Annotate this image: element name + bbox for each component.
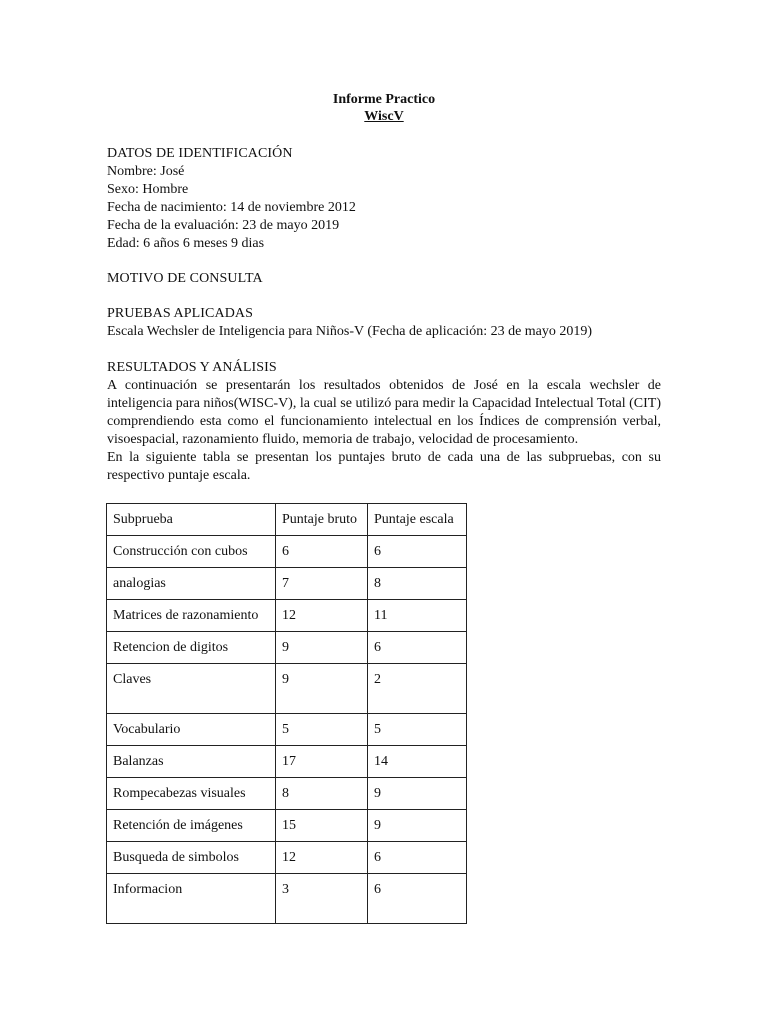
cell-raw: 12: [276, 600, 368, 632]
results-heading: RESULTADOS Y ANÁLISIS: [107, 360, 277, 375]
table-row: [107, 714, 467, 746]
header-scaled-score: Puntaje escala: [368, 504, 467, 536]
table-row: [107, 600, 467, 632]
tests-section: [107, 305, 661, 341]
cell-subtest: Retencion de digitos: [107, 632, 276, 664]
cell-scaled: 11: [368, 600, 467, 632]
table-row: [107, 810, 467, 842]
tests-description: Escala Wechsler de Inteligencia para Niños-V (Fecha de aplicación: 23 de mayo 2019): [107, 324, 593, 339]
cell-subtest: Rompecabezas visuales: [107, 778, 276, 810]
table-row: [107, 632, 467, 664]
cell-raw: 12: [276, 842, 368, 874]
results-paragraph-2: En la siguiente tabla se presentan los puntajes bruto de cada una de las subpruebas, con su respectivo puntaje escala.: [107, 450, 661, 483]
cell-raw: 5: [276, 714, 368, 746]
cell-raw: 7: [276, 568, 368, 600]
table-header-row: [107, 504, 467, 536]
consultation-section: [107, 270, 661, 288]
cell-scaled: 5: [368, 714, 467, 746]
header-subtest: Subprueba: [107, 504, 276, 536]
sex-line: Sexo: Hombre: [107, 182, 189, 197]
table-row: [107, 664, 467, 714]
results-paragraph-1: A continuación se presentarán los resultados obtenidos de José en la escala wechsler de inteligencia para niños(WISC-V), la cual se utilizó para medir la Capacidad Intelectual Total (CIT) comprendiendo esta como el funcionamiento intelectual en los Índices de comprensión verbal, visoespacial, razonamiento fluido, memoria de trabajo, velocidad de procesamiento.: [107, 378, 661, 447]
cell-subtest: Construcción con cubos: [107, 536, 276, 568]
cell-raw: 9: [276, 664, 368, 714]
table-row: [107, 874, 467, 924]
table-row: [107, 842, 467, 874]
identification-heading: DATOS DE IDENTIFICACIÓN: [107, 146, 293, 161]
cell-raw: 6: [276, 536, 368, 568]
header-raw-score: Puntaje bruto: [276, 504, 368, 536]
cell-scaled: 8: [368, 568, 467, 600]
consultation-heading: MOTIVO DE CONSULTA: [107, 271, 263, 286]
cell-scaled: 6: [368, 842, 467, 874]
cell-subtest: Busqueda de simbolos: [107, 842, 276, 874]
cell-raw: 3: [276, 874, 368, 924]
table-row: [107, 778, 467, 810]
age-line: Edad: 6 años 6 meses 9 dias: [107, 236, 265, 251]
cell-subtest: Balanzas: [107, 746, 276, 778]
cell-subtest: Informacion: [107, 874, 276, 924]
evaluation-date-line: Fecha de la evaluación: 23 de mayo 2019: [107, 218, 340, 233]
table-row: [107, 746, 467, 778]
document-subtitle: WiscV: [364, 109, 404, 124]
document-title: Informe Practico: [332, 92, 436, 107]
results-section: [107, 359, 661, 485]
table-row: [107, 536, 467, 568]
cell-scaled: 9: [368, 778, 467, 810]
identification-section: [107, 145, 661, 253]
cell-subtest: Retención de imágenes: [107, 810, 276, 842]
cell-raw: 17: [276, 746, 368, 778]
cell-scaled: 14: [368, 746, 467, 778]
cell-scaled: 6: [368, 536, 467, 568]
tests-heading: PRUEBAS APLICADAS: [107, 306, 254, 321]
cell-subtest: analogias: [107, 568, 276, 600]
name-line: Nombre: José: [107, 164, 185, 179]
cell-subtest: Claves: [107, 664, 276, 714]
cell-scaled: 6: [368, 632, 467, 664]
table-row: [107, 568, 467, 600]
birth-date-line: Fecha de nacimiento: 14 de noviembre 2012: [107, 200, 356, 215]
cell-raw: 15: [276, 810, 368, 842]
cell-raw: 9: [276, 632, 368, 664]
cell-scaled: 2: [368, 664, 467, 714]
cell-subtest: Vocabulario: [107, 714, 276, 746]
cell-scaled: 6: [368, 874, 467, 924]
cell-scaled: 9: [368, 810, 467, 842]
cell-raw: 8: [276, 778, 368, 810]
scores-table: [106, 503, 467, 924]
cell-subtest: Matrices de razonamiento: [107, 600, 276, 632]
